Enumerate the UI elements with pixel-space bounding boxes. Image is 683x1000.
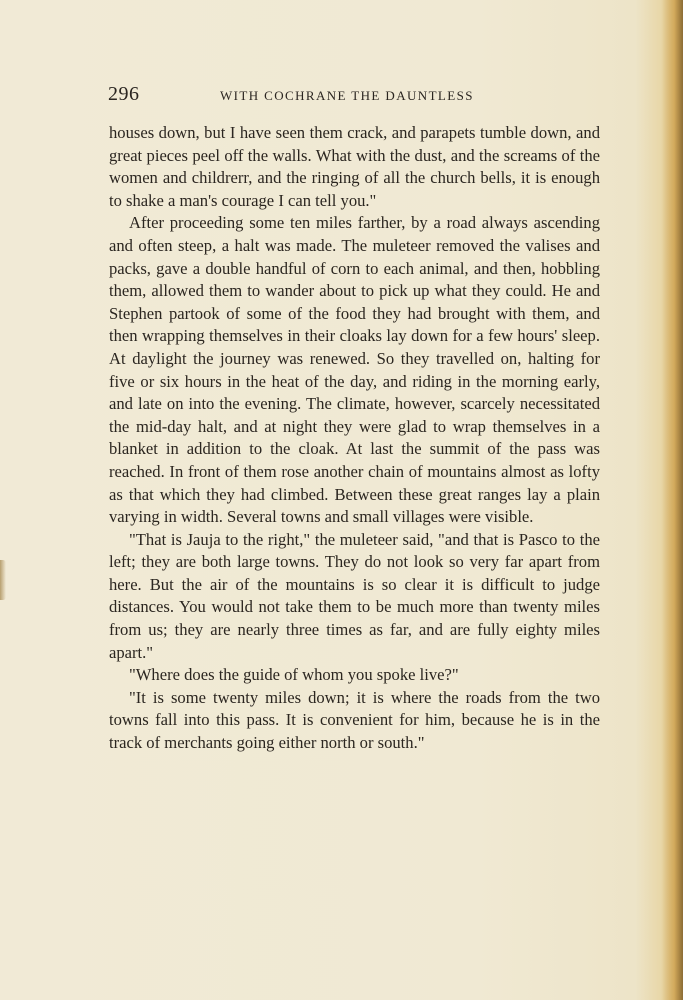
body-text: [109, 122, 600, 755]
page-number: 296: [108, 83, 140, 105]
paragraph: "It is some twenty miles down; it is where the roads from the two towns fall into this pass. It is convenient for him, because he is in the track of merchants going either north or south.": [109, 687, 600, 753]
paragraph: After proceeding some ten miles farther, by a road always ascending and often steep, a halt was made. The muleteer removed the valises and packs, gave a double handful of corn to each animal, and then, hobbling them, allowed them to wander about to pick up what they could. He and Stephen partook of some of the food they had brought with them, and then wrapping themselves in their cloaks lay down for a few hours' sleep. At daylight the journey was renewed. So they travelled on, halting for five or six hours in the heat of the day, and riding in the morning early, and late on into the evening. The climate, however, scarcely necessitated the mid-day halt, and at night they were glad to wrap themselves in a blanket in addition to the cloak. At last the summit of the pass was reached. In front of them rose another chain of mountains almost as lofty as that which they had climbed. Between these great ranges lay a plain varying in width. Several towns and small villages were visible.: [109, 213, 600, 527]
paragraph: "That is Jauja to the right," the muleteer said, "and that is Pasco to the left; they are both large towns. They do not look so very far apart from here. But the air of the mountains is so clear it is difficult to judge distances. You would not take them to be much more than twenty miles from us; they are nearly three times as far, and are fully eighty miles apart.": [109, 529, 600, 662]
binding-mark: [0, 560, 6, 600]
page-edge-shadow: [661, 0, 683, 1000]
paragraph: "Where does the guide of whom you spoke live?": [129, 665, 459, 685]
paragraph: houses down, but I have seen them crack, and parapets tumble down, and great pieces peel off the walls. What with the dust, and the screams of the women and childrerr, and the ringing of all the church bells, it is enough to shake a man's courage I can tell you.": [109, 123, 600, 210]
page-header: [108, 83, 600, 109]
running-head: WITH COCHRANE THE DAUNTLESS: [220, 88, 474, 103]
